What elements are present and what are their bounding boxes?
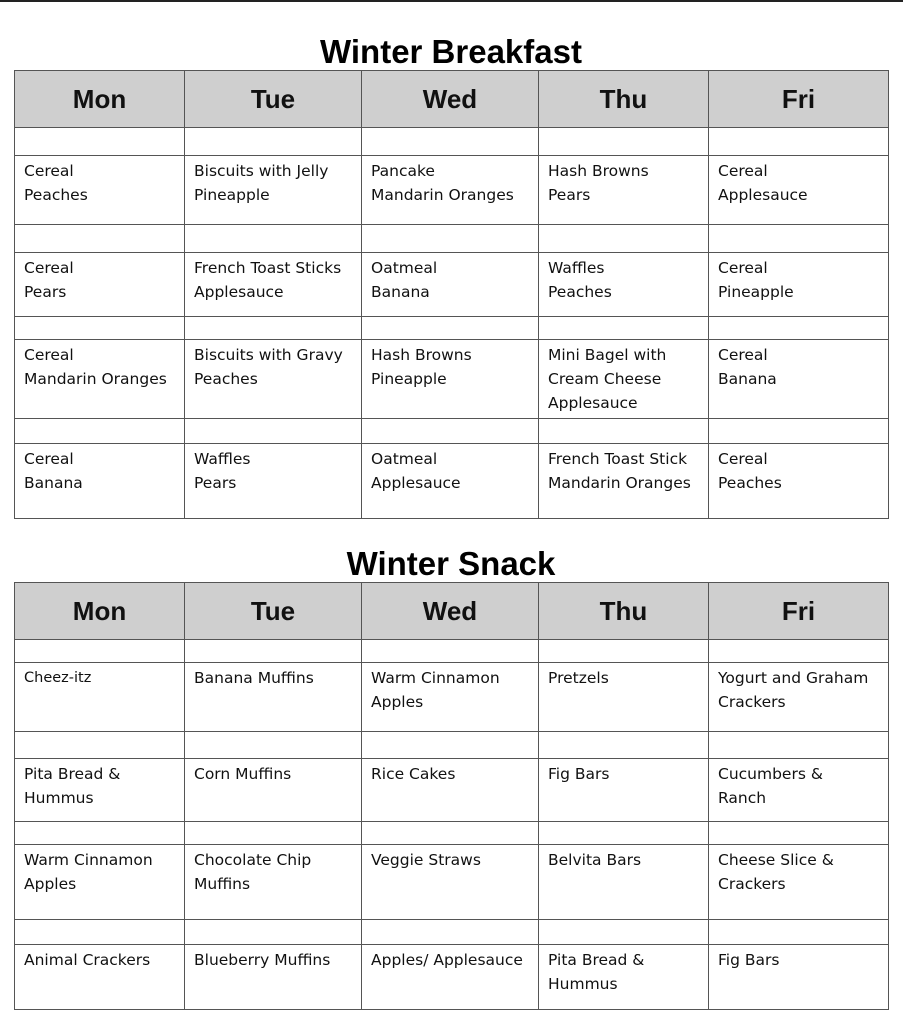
menu-item: Cheez-itz — [24, 670, 92, 686]
spacer-cell — [539, 225, 709, 253]
menu-item: Pears — [548, 186, 591, 204]
menu-item: Applesauce — [194, 283, 284, 301]
menu-item: Banana — [371, 283, 430, 301]
menu-cell-thu — [539, 845, 709, 920]
menu-item: French Toast Stick — [548, 450, 688, 468]
spacer-cell — [709, 225, 889, 253]
spacer-cell — [539, 640, 709, 663]
menu-item: Peaches — [24, 186, 88, 204]
breakfast-body — [15, 128, 889, 519]
menu-item: Hummus — [24, 789, 94, 807]
menu-cell-mon — [15, 156, 185, 225]
menu-cell-thu — [539, 945, 709, 1010]
day-header-mon: Mon — [15, 71, 185, 128]
menu-item: Applesauce — [548, 394, 638, 412]
menu-cell-mon — [15, 253, 185, 317]
menu-cell-tue — [185, 663, 362, 732]
spacer-cell — [185, 640, 362, 663]
menu-item: Cereal — [24, 259, 74, 277]
menu-cell-fri — [709, 759, 889, 822]
menu-item: Biscuits with Gravy — [194, 346, 343, 364]
spacer-cell — [362, 419, 539, 444]
menu-item: Banana Muffins — [194, 669, 314, 687]
menu-item: Apples/ Applesauce — [371, 951, 523, 969]
menu-cell-fri — [709, 845, 889, 920]
day-header-tue: Tue — [185, 71, 362, 128]
menu-item: Belvita Bars — [548, 851, 642, 869]
menu-item: Corn Muffins — [194, 765, 292, 783]
header-row — [15, 71, 889, 128]
menu-item: Peaches — [548, 283, 612, 301]
spacer-cell — [15, 225, 185, 253]
menu-cell-tue — [185, 156, 362, 225]
menu-cell-mon — [15, 845, 185, 920]
menu-row-week-2 — [15, 253, 889, 317]
spacer-row — [15, 225, 889, 253]
menu-item: Hummus — [548, 975, 618, 993]
menu-item: Waffles — [548, 259, 605, 277]
menu-row-week-1 — [15, 156, 889, 225]
menu-cell-fri — [709, 663, 889, 732]
menu-item: Cereal — [718, 450, 768, 468]
menu-cell-mon — [15, 444, 185, 519]
menu-item: Pineapple — [371, 370, 447, 388]
spacer-cell — [15, 640, 185, 663]
day-header-fri: Fri — [709, 71, 889, 128]
spacer-row — [15, 732, 889, 759]
menu-cell-fri — [709, 340, 889, 419]
menu-item: Peaches — [718, 474, 782, 492]
snack-title: Winter Snack — [346, 545, 556, 582]
menu-cell-tue — [185, 945, 362, 1010]
menu-item: Yogurt and Graham — [718, 669, 869, 687]
menu-cell-tue — [185, 845, 362, 920]
menu-item: Cereal — [718, 162, 768, 180]
spacer-cell — [185, 822, 362, 845]
spacer-cell — [15, 419, 185, 444]
day-header-fri: Fri — [709, 583, 889, 640]
top-rule — [0, 0, 903, 2]
spacer-cell — [539, 317, 709, 340]
menu-cell-wed — [362, 253, 539, 317]
spacer-row — [15, 822, 889, 845]
spacer-cell — [15, 822, 185, 845]
spacer-cell — [362, 225, 539, 253]
spacer-cell — [362, 822, 539, 845]
menu-item: Crackers — [718, 693, 786, 711]
spacer-cell — [362, 317, 539, 340]
menu-item: Pancake — [371, 162, 435, 180]
spacer-cell — [362, 732, 539, 759]
spacer-row — [15, 128, 889, 156]
spacer-cell — [709, 732, 889, 759]
menu-cell-fri — [709, 156, 889, 225]
spacer-cell — [185, 317, 362, 340]
spacer-cell — [185, 732, 362, 759]
spacer-cell — [15, 920, 185, 945]
menu-item: Apples — [371, 693, 424, 711]
menu-cell-mon — [15, 759, 185, 822]
menu-cell-thu — [539, 444, 709, 519]
menu-row-week-4 — [15, 945, 889, 1010]
menu-item: Veggie Straws — [371, 851, 481, 869]
breakfast-title: Winter Breakfast — [320, 33, 582, 70]
spacer-row — [15, 640, 889, 663]
spacer-cell — [362, 920, 539, 945]
menu-item: Chocolate Chip — [194, 851, 312, 869]
menu-item: Fig Bars — [548, 765, 610, 783]
menu-cell-wed — [362, 444, 539, 519]
menu-item: Fig Bars — [718, 951, 780, 969]
menu-cell-wed — [362, 759, 539, 822]
menu-item: French Toast Sticks — [194, 259, 342, 277]
menu-item: Muffins — [194, 875, 251, 893]
menu-item: Waffles — [194, 450, 251, 468]
spacer-row — [15, 317, 889, 340]
spacer-cell — [185, 419, 362, 444]
menu-item: Applesauce — [371, 474, 461, 492]
spacer-cell — [185, 920, 362, 945]
menu-item: Mandarin Oranges — [24, 370, 167, 388]
snack-body — [15, 640, 889, 1010]
menu-cell-thu — [539, 253, 709, 317]
menu-item: Crackers — [718, 875, 786, 893]
menu-item: Oatmeal — [371, 450, 438, 468]
menu-item: Biscuits with Jelly — [194, 162, 329, 180]
menu-item: Banana — [24, 474, 83, 492]
menu-item: Pita Bread & — [24, 765, 121, 783]
day-header-mon: Mon — [15, 583, 185, 640]
menu-row-week-2 — [15, 759, 889, 822]
menu-item: Ranch — [718, 789, 767, 807]
menu-cell-wed — [362, 945, 539, 1010]
spacer-row — [15, 920, 889, 945]
menu-cell-thu — [539, 156, 709, 225]
menu-cell-wed — [362, 340, 539, 419]
spacer-cell — [15, 128, 185, 156]
menu-cell-wed — [362, 845, 539, 920]
header-row — [15, 583, 889, 640]
breakfast-section — [14, 34, 888, 519]
menu-cell-thu — [539, 340, 709, 419]
menu-item: Animal Crackers — [24, 951, 151, 969]
menu-cell-tue — [185, 340, 362, 419]
menu-cell-thu — [539, 663, 709, 732]
menu-item: Mandarin Oranges — [371, 186, 514, 204]
spacer-cell — [15, 732, 185, 759]
snack-section — [14, 546, 888, 1010]
spacer-cell — [539, 128, 709, 156]
menu-cell-tue — [185, 444, 362, 519]
spacer-cell — [539, 822, 709, 845]
menu-item: Hash Browns — [371, 346, 472, 364]
menu-row-week-1 — [15, 663, 889, 732]
menu-item: Applesauce — [718, 186, 808, 204]
menu-cell-mon — [15, 340, 185, 419]
spacer-cell — [709, 920, 889, 945]
menu-item: Rice Cakes — [371, 765, 456, 783]
day-header-tue: Tue — [185, 583, 362, 640]
menu-cell-tue — [185, 759, 362, 822]
spacer-cell — [185, 128, 362, 156]
menu-item: Cereal — [718, 259, 768, 277]
day-header-wed: Wed — [362, 583, 539, 640]
spacer-cell — [362, 128, 539, 156]
snack-table — [14, 582, 889, 1010]
menu-cell-fri — [709, 945, 889, 1010]
spacer-cell — [185, 225, 362, 253]
spacer-cell — [709, 317, 889, 340]
menu-item: Blueberry Muffins — [194, 951, 331, 969]
spacer-cell — [709, 419, 889, 444]
breakfast-table — [14, 70, 889, 519]
spacer-cell — [539, 920, 709, 945]
menu-item: Apples — [24, 875, 77, 893]
menu-item: Cheese Slice & — [718, 851, 834, 869]
spacer-cell — [539, 419, 709, 444]
menu-item: Pretzels — [548, 669, 609, 687]
menu-item: Warm Cinnamon — [371, 669, 500, 687]
spacer-cell — [709, 128, 889, 156]
menu-item: Peaches — [194, 370, 258, 388]
spacer-cell — [709, 822, 889, 845]
menu-item: Cereal — [24, 162, 74, 180]
menu-item: Cereal — [24, 346, 74, 364]
menu-item: Hash Browns — [548, 162, 649, 180]
menu-item: Pears — [24, 283, 67, 301]
menu-item: Cucumbers & — [718, 765, 823, 783]
menu-item: Cereal — [24, 450, 74, 468]
menu-row-week-3 — [15, 845, 889, 920]
spacer-cell — [709, 640, 889, 663]
menu-cell-mon — [15, 663, 185, 732]
spacer-row — [15, 419, 889, 444]
menu-row-week-3 — [15, 340, 889, 419]
menu-cell-fri — [709, 444, 889, 519]
spacer-cell — [15, 317, 185, 340]
menu-item: Banana — [718, 370, 777, 388]
menu-item: Pineapple — [718, 283, 794, 301]
menu-item: Warm Cinnamon — [24, 851, 153, 869]
menu-item: Oatmeal — [371, 259, 438, 277]
day-header-wed: Wed — [362, 71, 539, 128]
menu-item: Pita Bread & — [548, 951, 645, 969]
menu-cell-fri — [709, 253, 889, 317]
menu-cell-tue — [185, 253, 362, 317]
menu-item: Pineapple — [194, 186, 270, 204]
menu-cell-thu — [539, 759, 709, 822]
day-header-thu: Thu — [539, 583, 709, 640]
menu-cell-wed — [362, 156, 539, 225]
menu-item: Mandarin Oranges — [548, 474, 691, 492]
menu-row-week-4 — [15, 444, 889, 519]
spacer-cell — [539, 732, 709, 759]
menu-item: Pears — [194, 474, 237, 492]
spacer-cell — [362, 640, 539, 663]
menu-item: Cream Cheese — [548, 370, 662, 388]
menu-item: Cereal — [718, 346, 768, 364]
menu-item: Mini Bagel with — [548, 346, 667, 364]
menu-cell-wed — [362, 663, 539, 732]
menu-cell-mon — [15, 945, 185, 1010]
day-header-thu: Thu — [539, 71, 709, 128]
